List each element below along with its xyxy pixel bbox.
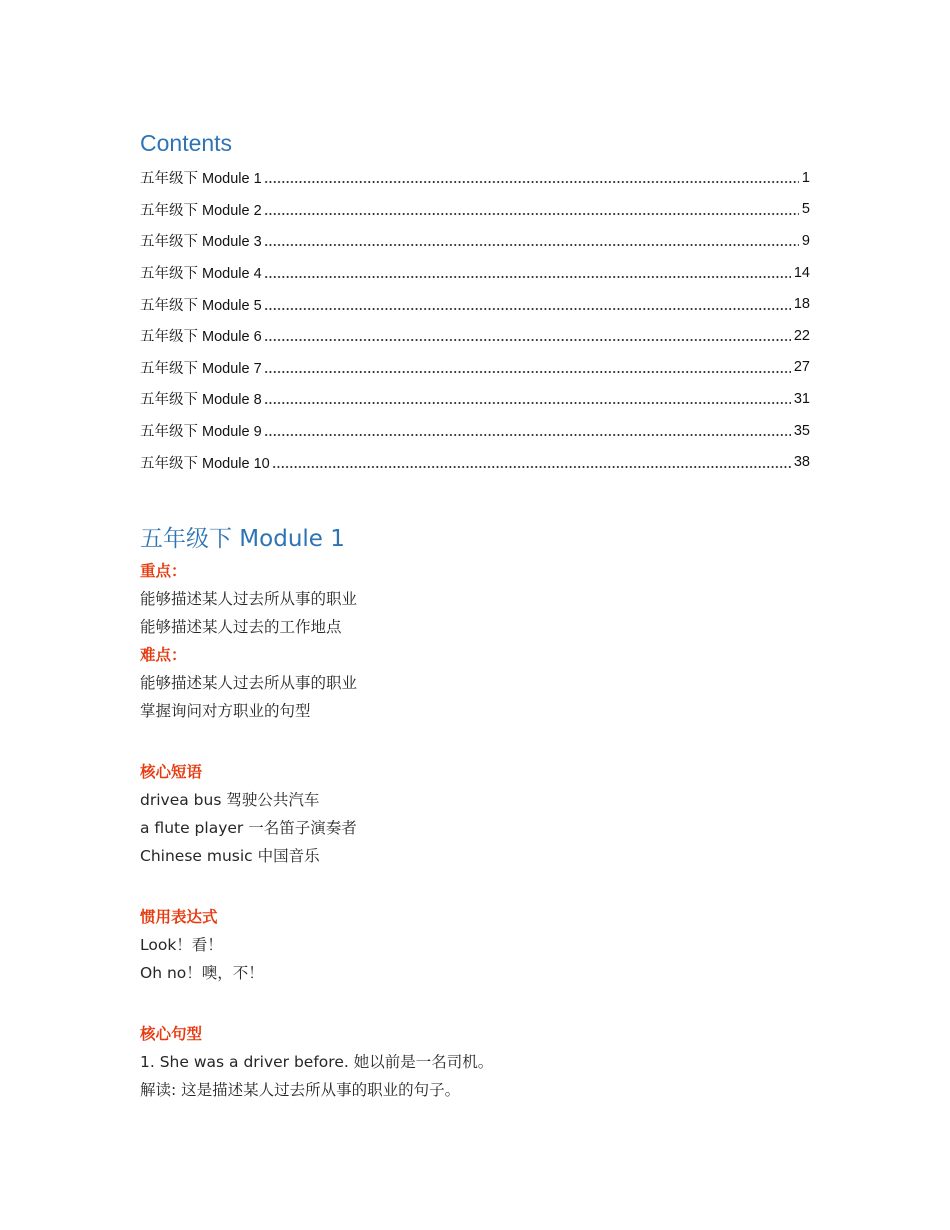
toc-page-number: 38 [793,454,810,471]
toc-page-number: 1 [801,169,810,186]
toc-entry-label: 五年级下 Module 6 [140,329,262,346]
toc-page-number: 5 [801,201,810,218]
core-sentence-item: 1. She was a driver before. 她以前是一名司机。 [140,1053,494,1071]
module-heading: 五年级下 Module 1 [140,526,345,552]
section-spacer [140,870,810,903]
toc-entry-label: 五年级下 Module 1 [140,171,262,188]
core-phrase-item: drivea bus 驾驶公共汽车 [140,791,320,809]
toc-entry-label: 五年级下 Module 3 [140,234,262,251]
toc-dot-leader [264,244,799,246]
toc-dot-leader [264,181,799,183]
toc-entry-module-1[interactable] [140,162,810,194]
expressions-label: 惯用表达式 [140,908,218,926]
toc-entry-module-7[interactable] [140,352,810,384]
toc-dot-leader [264,308,791,310]
toc-page-number: 14 [793,264,810,281]
toc-page-number: 9 [801,232,810,249]
toc-dot-leader [264,371,791,373]
difficult-point-item: 掌握询问对方职业的句型 [140,702,311,720]
core-phrase-item: Chinese music 中国音乐 [140,847,320,865]
table-of-contents [140,162,810,478]
toc-entry-label: 五年级下 Module 10 [140,455,270,472]
toc-entry-label: 五年级下 Module 8 [140,392,262,409]
toc-page-number: 27 [793,359,810,376]
toc-page-number: 18 [793,296,810,313]
toc-title: Contents [140,130,233,156]
toc-entry-module-4[interactable] [140,257,810,289]
key-point-item: 能够描述某人过去的工作地点 [140,618,342,636]
difficult-points-label: 难点： [140,646,187,664]
toc-page-number: 35 [793,422,810,439]
toc-dot-leader [264,276,791,278]
toc-dot-leader [264,402,791,404]
toc-dot-leader [264,434,791,436]
toc-page-number: 31 [793,390,810,407]
core-sentence-item: 解读: 这是描述某人过去所从事的职业的句子。 [140,1081,461,1099]
core-phrase-item: a flute player 一名笛子演奏者 [140,819,357,837]
toc-entry-label: 五年级下 Module 5 [140,297,262,314]
core-sentences-label: 核心句型 [140,1025,203,1043]
toc-entry-label: 五年级下 Module 7 [140,360,262,377]
toc-dot-leader [264,213,799,215]
toc-entry-module-6[interactable] [140,320,810,352]
difficult-point-item: 能够描述某人过去所从事的职业 [140,674,358,692]
expression-item: Look！看！ [140,936,223,954]
toc-entry-label: 五年级下 Module 2 [140,202,262,219]
toc-entry-module-10[interactable] [140,446,810,478]
toc-entry-module-2[interactable] [140,194,810,226]
core-phrases-label: 核心短语 [140,763,203,781]
toc-page-number: 22 [793,327,810,344]
toc-entry-module-5[interactable] [140,288,810,320]
toc-entry-module-3[interactable] [140,225,810,257]
expression-item: Oh no！噢，不！ [140,964,264,982]
module-content [140,557,810,1104]
toc-entry-module-9[interactable] [140,415,810,447]
section-spacer [140,725,810,758]
toc-entry-label: 五年级下 Module 9 [140,424,262,441]
toc-dot-leader [264,339,791,341]
key-point-item: 能够描述某人过去所从事的职业 [140,590,358,608]
toc-entry-label: 五年级下 Module 4 [140,266,262,283]
key-points-label: 重点： [140,562,187,580]
toc-entry-module-8[interactable] [140,383,810,415]
section-spacer [140,987,810,1020]
toc-dot-leader [272,466,791,468]
